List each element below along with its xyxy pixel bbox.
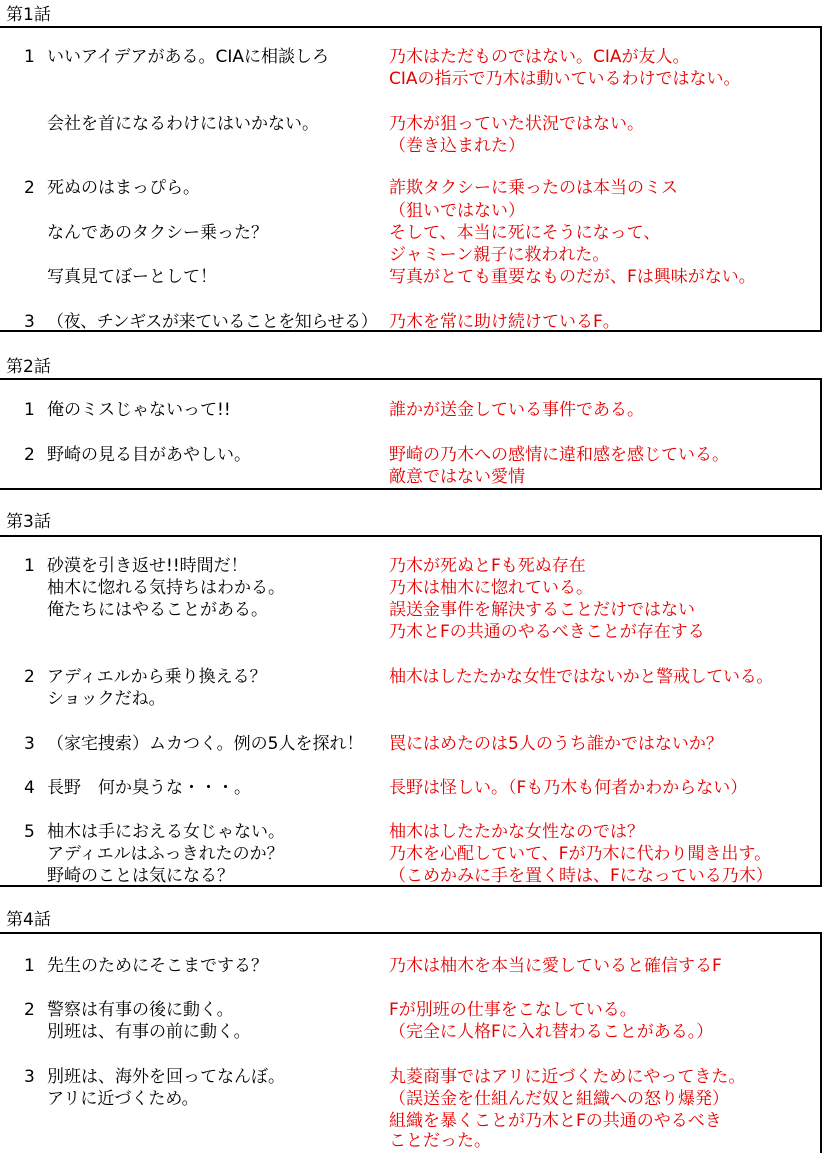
analysis-line: 誤送金事件を解決することだけではない — [389, 600, 695, 620]
analysis-line: 乃木はただものではない。CIAが友人。 — [389, 47, 690, 67]
quote-line: 野崎のことは気になる？ — [47, 866, 234, 886]
quote-line: 先生のためにそこまでする？ — [47, 956, 268, 976]
episode-box — [0, 26, 822, 332]
analysis-line: 組織を暴くことが乃木とFの共通のやるべき — [389, 1111, 722, 1131]
analysis-line: 柚木はしたたかな女性ではないかと警戒している。 — [389, 667, 774, 687]
item-number: 1 — [24, 400, 35, 420]
quote-line: 俺たちにはやることがある。 — [47, 600, 268, 620]
analysis-line: （完全に人格Fに入れ替わることがある。） — [389, 1022, 714, 1042]
episode-title: 第2話 — [6, 357, 51, 377]
item-number: 1 — [24, 556, 35, 576]
quote-line: アリに近づくため。 — [47, 1089, 199, 1109]
quote-line: 柚木に惚れる気持ちはわかる。 — [47, 578, 285, 598]
analysis-line: CIAの指示で乃木は動いているわけではない。 — [389, 69, 741, 89]
analysis-line: 丸菱商事ではアリに近づくためにやってきた。 — [389, 1067, 746, 1087]
episode-box — [0, 535, 822, 887]
episode-title: 第1話 — [6, 5, 51, 25]
quote-line: 野崎の見る目があやしい。 — [47, 445, 251, 465]
analysis-line: 乃木は柚木に惚れている。 — [389, 578, 593, 598]
analysis-line: （巻き込まれた） — [389, 136, 525, 156]
quote-line: （夜、チンギスが来ていることを知らせる） — [47, 312, 378, 332]
analysis-line: 乃木が死ぬとFも死ぬ存在 — [389, 556, 586, 576]
item-number: 1 — [24, 956, 35, 976]
quote-line: 長野 何か臭うな・・・。 — [47, 778, 251, 798]
item-number: 4 — [24, 778, 35, 798]
analysis-line: 野崎の乃木への感情に違和感を感じている。 — [389, 445, 729, 465]
quote-line: 別班は、有事の前に動く。 — [47, 1022, 251, 1042]
analysis-line: 乃木とFの共通のやるべきことが存在する — [389, 622, 705, 642]
quote-line: いいアイデアがある。CIAに相談しろ — [47, 47, 329, 67]
analysis-line: ことだった。 — [389, 1131, 491, 1151]
analysis-line: 長野は怪しい。（Fも乃木も何者かわからない） — [389, 778, 748, 798]
analysis-line: ジャミーン親子に救われた。 — [389, 245, 610, 265]
item-number: 5 — [24, 822, 35, 842]
analysis-line: （狙いではない） — [389, 201, 525, 221]
analysis-line: 誰かが送金している事件である。 — [389, 400, 644, 420]
quote-line: 写真見てぼーとして！ — [47, 267, 217, 287]
quote-line: 別班は、海外を回ってなんぼ。 — [47, 1067, 285, 1087]
analysis-line: （こめかみに手を置く時は、Fになっている乃木） — [389, 866, 773, 886]
analysis-line: 詐欺タクシーに乗ったのは本当のミス — [389, 178, 678, 198]
quote-line: （家宅捜索）ムカつく。例の5人を探れ！ — [47, 734, 364, 754]
analysis-line: 写真がとても重要なものだが、Fは興味がない。 — [389, 267, 756, 287]
quote-line: 砂漠を引き返せ!!時間だ！ — [47, 556, 248, 576]
quote-line: 俺のミスじゃないって!! — [47, 400, 231, 420]
item-number: 2 — [24, 1000, 35, 1020]
episode-box — [0, 378, 822, 490]
quote-line: 会社を首になるわけにはいかない。 — [47, 114, 319, 134]
item-number: 2 — [24, 445, 35, 465]
item-number: 1 — [24, 47, 35, 67]
quote-line: アディエルから乗り換える？ — [47, 667, 267, 687]
item-number: 2 — [24, 667, 35, 687]
item-number: 2 — [24, 178, 35, 198]
quote-line: 警察は有事の後に動く。 — [47, 1000, 234, 1020]
episode-box — [0, 932, 822, 1153]
analysis-line: 柚木はしたたかな女性なのでは？ — [389, 822, 644, 842]
analysis-line: Fが別班の仕事をこなしている。 — [389, 1000, 637, 1020]
item-number: 3 — [24, 734, 35, 754]
analysis-line: そして、本当に死にそうになって、 — [389, 223, 661, 243]
analysis-line: 乃木が狙っていた状況ではない。 — [389, 114, 644, 134]
quote-line: 死ぬのはまっぴら。 — [47, 178, 200, 198]
analysis-line: 乃木を常に助け続けているF。 — [389, 312, 620, 332]
quote-line: アディエルはふっきれたのか？ — [47, 844, 284, 864]
episode-title: 第4話 — [6, 910, 51, 930]
analysis-line: 敵意ではない愛情 — [389, 467, 525, 487]
analysis-line: （誤送金を仕組んだ奴と組織への怒り爆発） — [389, 1089, 729, 1109]
item-number: 3 — [24, 1067, 35, 1087]
quote-line: 柚木は手におえる女じゃない。 — [47, 822, 285, 842]
analysis-line: 乃木は柚木を本当に愛していると確信するF — [389, 956, 722, 976]
analysis-line: 罠にはめたのは5人のうち誰かではないか？ — [389, 734, 723, 754]
quote-line: なんであのタクシー乗った？ — [47, 223, 268, 243]
item-number: 3 — [24, 312, 35, 332]
quote-line: ショックだね。 — [47, 689, 166, 709]
episode-title: 第3話 — [6, 512, 51, 532]
analysis-line: 乃木を心配していて、Fが乃木に代わり聞き出す。 — [389, 844, 772, 864]
